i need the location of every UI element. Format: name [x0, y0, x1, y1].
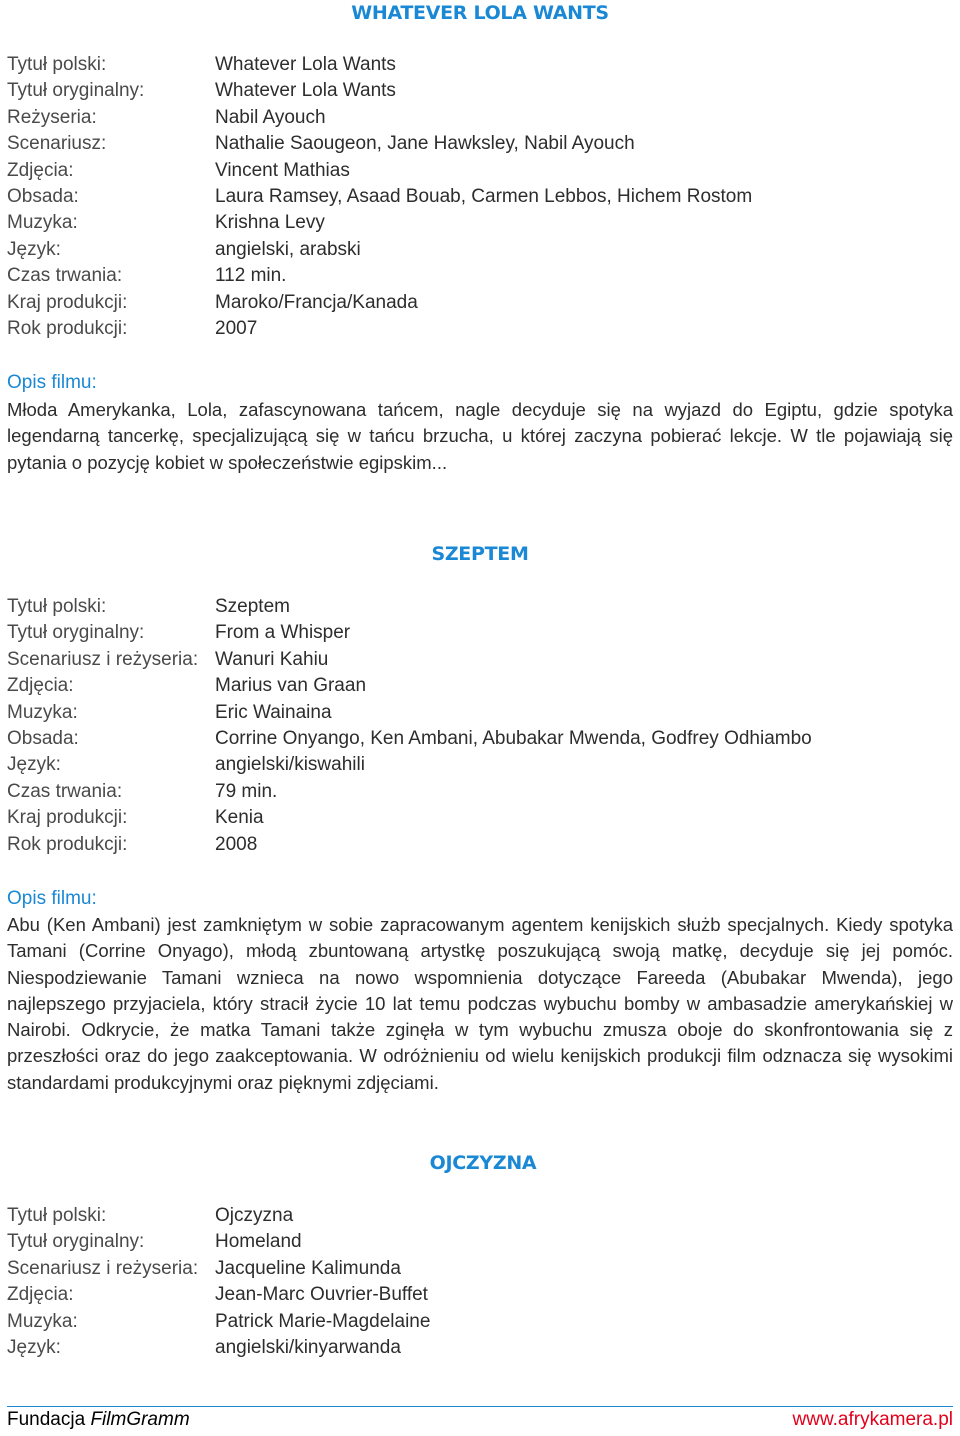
metadata-label: Muzyka: — [7, 1310, 78, 1332]
metadata-value: Szeptem — [215, 596, 290, 617]
film-metadata — [7, 1203, 953, 1361]
metadata-label: Zdjęcia: — [7, 675, 74, 697]
metadata-label: Rok produkcji: — [7, 833, 128, 855]
metadata-value: 2007 — [215, 317, 258, 339]
metadata-row — [7, 594, 953, 620]
metadata-value: Krishna Levy — [215, 212, 325, 234]
metadata-label: Język: — [7, 238, 61, 260]
film-title: SZEPTEM — [431, 543, 529, 565]
metadata-label: Reżyseria: — [7, 106, 97, 128]
metadata-label: Scenariusz i reżyseria: — [7, 1257, 199, 1279]
film-title: WHATEVER LOLA WANTS — [351, 2, 609, 24]
metadata-row — [7, 1256, 953, 1282]
metadata-row — [7, 805, 953, 831]
metadata-value: Whatever Lola Wants — [215, 80, 396, 102]
metadata-row — [7, 647, 953, 673]
metadata-value: 79 min. — [215, 780, 278, 802]
metadata-row — [7, 726, 953, 752]
metadata-value: Corrine Onyango, Ken Ambani, Abubakar Mwenda, Godfrey Odhiambo — [215, 727, 812, 749]
metadata-row — [7, 52, 953, 78]
metadata-label: Czas trwania: — [7, 265, 123, 287]
metadata-value: From a Whisper — [215, 622, 351, 644]
film-metadata — [7, 52, 953, 342]
metadata-value: Vincent Mathias — [215, 159, 350, 181]
metadata-label: Tytuł oryginalny: — [7, 80, 145, 102]
metadata-label: Kraj produkcji: — [7, 807, 128, 829]
metadata-row — [7, 158, 953, 184]
metadata-value: 112 min. — [215, 265, 287, 287]
metadata-row — [7, 1203, 953, 1229]
metadata-value: angielski/kiswahili — [215, 754, 365, 776]
metadata-row — [7, 131, 953, 157]
metadata-value: Nabil Ayouch — [215, 106, 326, 128]
film-description: Młoda Amerykanka, Lola, zafascynowana tańcem, nagle decyduje się na wyjazd do Egiptu, gdzie spotyka legendarną tancerkę, specjalizującą się w tańcu brzucha, u której zaczyna pobierać lekcje. W tle pojawiają się pytania o pozycję kobiet w społeczeństwie egipskim... — [7, 399, 953, 473]
metadata-value: Wanuri Kahiu — [215, 648, 329, 670]
metadata-value: Laura Ramsey, Asaad Bouab, Carmen Lebbos, Hichem Rostom — [215, 185, 753, 207]
footer-divider — [7, 1406, 953, 1407]
metadata-value: angielski/kinyarwanda — [215, 1336, 401, 1358]
footer-prefix: Fundacja — [7, 1409, 86, 1430]
metadata-value: Homeland — [215, 1231, 302, 1253]
metadata-label: Rok produkcji: — [7, 317, 128, 339]
metadata-row — [7, 752, 953, 778]
metadata-row — [7, 290, 953, 316]
metadata-label: Muzyka: — [7, 701, 78, 723]
metadata-label: Scenariusz: — [7, 133, 107, 155]
metadata-value: Marius van Graan — [215, 675, 367, 697]
metadata-row — [7, 316, 953, 342]
metadata-row — [7, 1335, 953, 1361]
metadata-row — [7, 184, 953, 210]
metadata-label: Tytuł polski: — [7, 596, 107, 617]
metadata-label: Język: — [7, 1336, 61, 1358]
description-label: Opis filmu: — [7, 888, 97, 909]
metadata-label: Tytuł oryginalny: — [7, 1231, 145, 1253]
metadata-value: Whatever Lola Wants — [215, 54, 396, 75]
metadata-row — [7, 700, 953, 726]
metadata-row — [7, 779, 953, 805]
metadata-row — [7, 1309, 953, 1335]
metadata-value: Eric Wainaina — [215, 701, 332, 723]
metadata-label: Obsada: — [7, 727, 79, 749]
footer-website-link[interactable]: www.afrykamera.pl — [792, 1409, 953, 1430]
metadata-label: Czas trwania: — [7, 780, 123, 802]
metadata-label: Język: — [7, 754, 61, 776]
metadata-value: Nathalie Saougeon, Jane Hawksley, Nabil Ayouch — [215, 133, 635, 155]
footer-brand: FilmGramm — [90, 1409, 190, 1430]
metadata-value: Ojczyzna — [215, 1205, 294, 1226]
footer-foundation — [7, 1409, 190, 1431]
film-metadata — [7, 594, 953, 858]
metadata-value: angielski, arabski — [215, 238, 361, 260]
metadata-label: Muzyka: — [7, 212, 78, 234]
metadata-row — [7, 1229, 953, 1255]
metadata-label: Tytuł polski: — [7, 1205, 107, 1226]
description-label: Opis filmu: — [7, 372, 97, 393]
metadata-row — [7, 237, 953, 263]
metadata-label: Scenariusz i reżyseria: — [7, 648, 199, 670]
metadata-row — [7, 832, 953, 858]
metadata-label: Kraj produkcji: — [7, 291, 128, 313]
metadata-value: Jacqueline Kalimunda — [215, 1257, 401, 1279]
metadata-label: Obsada: — [7, 185, 79, 207]
metadata-row — [7, 620, 953, 646]
metadata-row — [7, 673, 953, 699]
film-title: OJCZYZNA — [429, 1152, 537, 1174]
metadata-value: Patrick Marie-Magdelaine — [215, 1310, 431, 1332]
metadata-value: Kenia — [215, 807, 264, 829]
metadata-row — [7, 263, 953, 289]
metadata-label: Tytuł polski: — [7, 54, 107, 75]
metadata-label: Tytuł oryginalny: — [7, 622, 145, 644]
metadata-row — [7, 210, 953, 236]
metadata-label: Zdjęcia: — [7, 1284, 74, 1306]
metadata-row — [7, 78, 953, 104]
metadata-value: Jean-Marc Ouvrier-Buffet — [215, 1284, 428, 1306]
film-description: Abu (Ken Ambani) jest zamkniętym w sobie zapracowanym agentem kenijskich służb specjalnych. Kiedy spotyka Tamani (Corrine Onyago), młodą zbuntowaną artystkę poszukującą swoją matkę, decyduje się jej pomóc. Niespodziewanie Tamani wznieca na nowo wspomnienia dotyczące Fareeda (Abubakar Mwenda), jego najlepszego przyjaciela, który stracił życie 10 lat temu podczas wybuchu bomby w ambasadzie amerykańskiej w Nairobi. Odkrycie, że matka Tamani także zginęła w tym wybuchu zmusza oboje do skonfrontowania się z przeszłości oraz do jego zaakceptowania. W odróżnieniu od wielu kenijskich produkcji film odznacza się wysokimi standardami produkcyjnymi oraz pięknymi zdjęciami. — [7, 914, 953, 1093]
metadata-value: 2008 — [215, 833, 258, 855]
metadata-label: Zdjęcia: — [7, 159, 74, 181]
metadata-row — [7, 105, 953, 131]
metadata-row — [7, 1282, 953, 1308]
metadata-value: Maroko/Francja/Kanada — [215, 291, 418, 313]
